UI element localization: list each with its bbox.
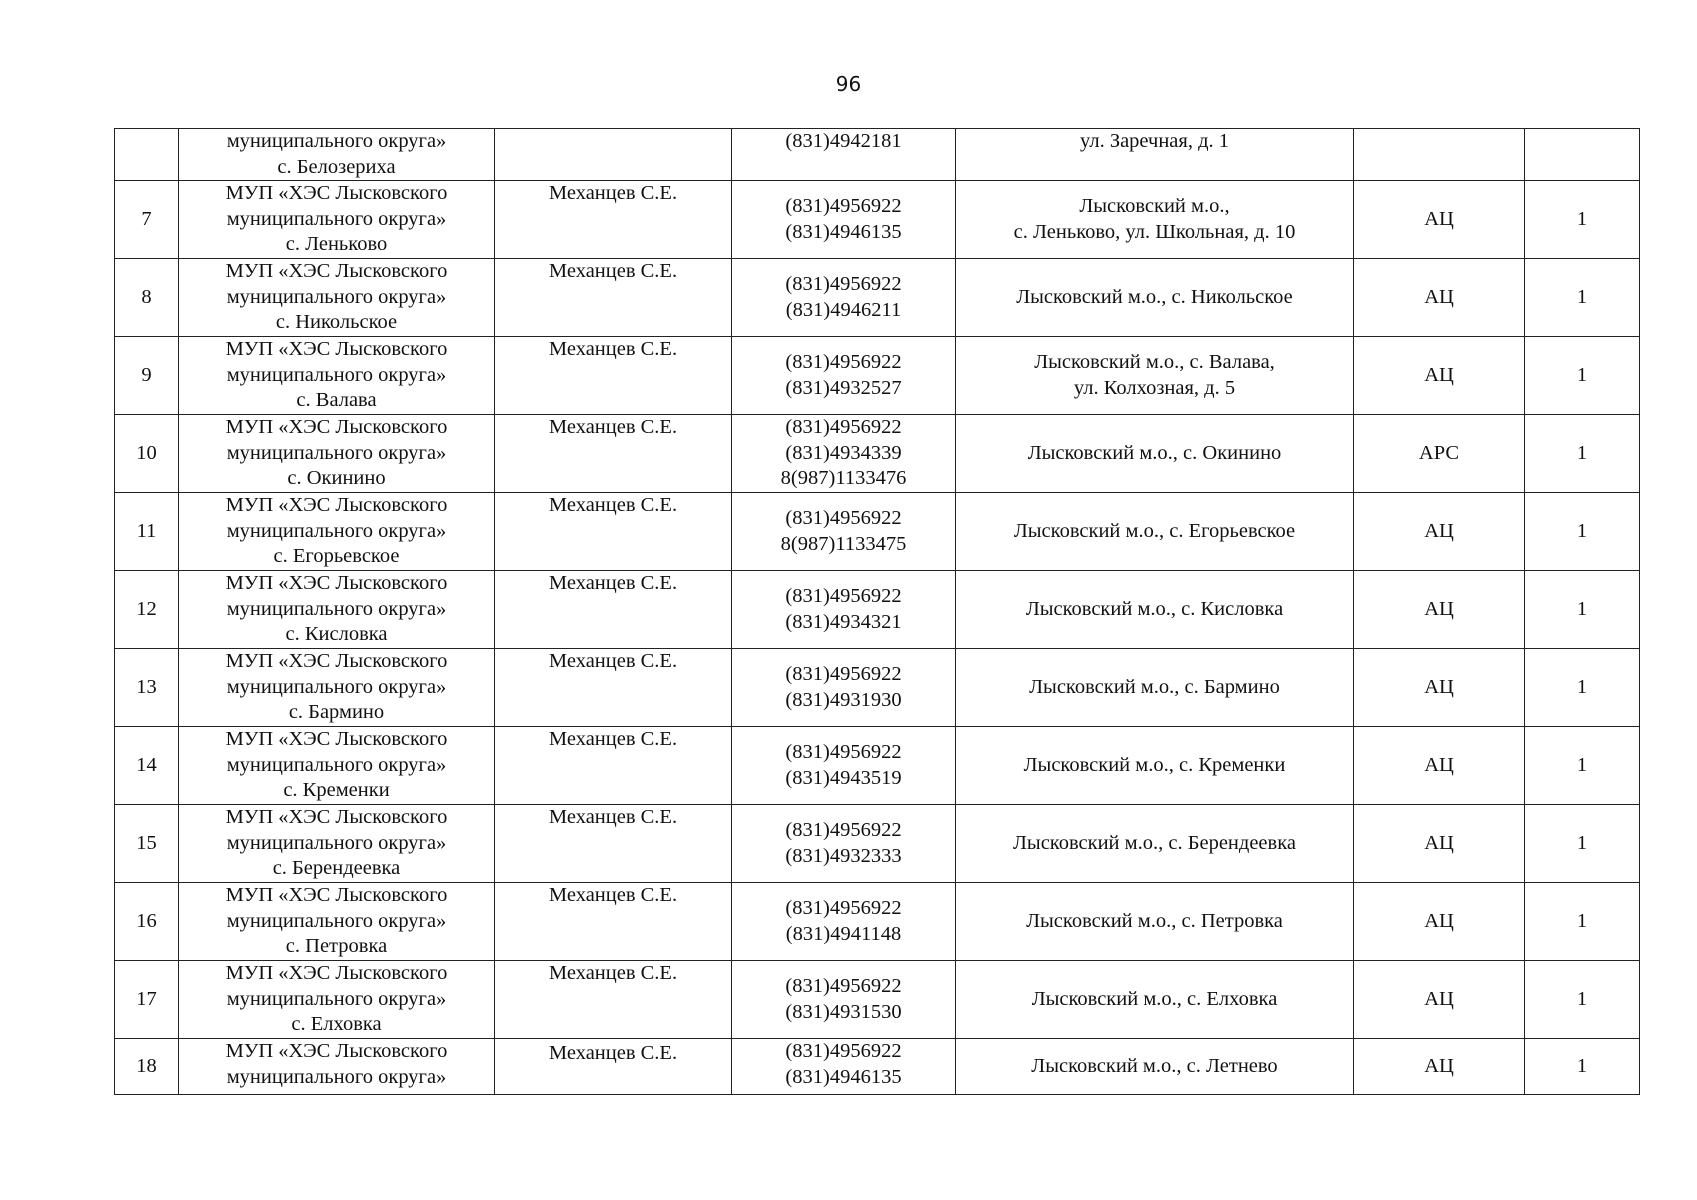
phone-cell-line: (831)4934321	[785, 610, 902, 633]
row-number-cell	[115, 129, 179, 181]
phone-cell-line: (831)4931530	[785, 1000, 902, 1023]
organization-cell-line: с. Бармино	[288, 701, 385, 723]
organization-cell	[179, 883, 495, 961]
address-cell-line: Лысковский м.о.,	[1079, 195, 1230, 217]
table-row	[115, 415, 1640, 493]
table-row	[115, 181, 1640, 259]
vehicle-type-cell: АЦ	[1354, 649, 1525, 727]
organization-cell-line: с. Петровка	[285, 935, 388, 957]
phone-cell	[732, 883, 956, 961]
organization-cell	[179, 961, 495, 1039]
organization-cell-line: муниципального округа»	[226, 285, 447, 308]
vehicle-count-cell: 1	[1525, 415, 1640, 493]
row-number-cell: 9	[115, 337, 179, 415]
address-cell	[956, 259, 1354, 337]
organization-cell-line: муниципального округа»	[226, 363, 447, 386]
phone-cell-line: (831)4931930	[785, 688, 902, 711]
organization-cell-line: муниципального округа»	[226, 130, 447, 152]
vehicle-count-cell: 1	[1525, 571, 1640, 649]
address-cell-line: ул. Заречная, д. 1	[1079, 130, 1230, 152]
vehicle-type-cell: АЦ	[1354, 571, 1525, 649]
organization-cell	[179, 415, 495, 493]
table-row	[115, 805, 1640, 883]
organization-cell-line: муниципального округа»	[226, 909, 447, 932]
vehicle-type-cell: АЦ	[1354, 181, 1525, 259]
phone-cell-line: (831)4956922	[785, 819, 902, 841]
organization-cell-line: МУП «ХЭС Лысковского	[225, 260, 448, 282]
vehicle-type-cell: АЦ	[1354, 961, 1525, 1039]
organization-cell	[179, 181, 495, 259]
organization-cell	[179, 129, 495, 181]
phone-cell-line: (831)4946135	[785, 1065, 902, 1088]
organization-cell	[179, 649, 495, 727]
head-name-cell	[495, 129, 732, 181]
phone-cell-line: 8(987)1133475	[780, 532, 907, 555]
phone-cell-line: (831)4956922	[785, 416, 902, 439]
phone-cell-line: (831)4956922	[785, 975, 902, 997]
vehicle-count-cell: 1	[1525, 727, 1640, 805]
table-row	[115, 259, 1640, 337]
organization-cell-line: МУП «ХЭС Лысковского	[225, 338, 448, 360]
organization-cell-line: МУП «ХЭС Лысковского	[225, 962, 448, 984]
head-name-cell: Механцев С.Е.	[495, 961, 732, 1039]
address-cell	[956, 1039, 1354, 1095]
table-row	[115, 883, 1640, 961]
head-name-cell: Механцев С.Е.	[495, 415, 732, 493]
table-row	[115, 727, 1640, 805]
organization-cell	[179, 1039, 495, 1095]
organization-cell-line: с. Белозериха	[277, 155, 396, 178]
table-row	[115, 649, 1640, 727]
address-cell	[956, 493, 1354, 571]
address-cell	[956, 571, 1354, 649]
vehicle-count-cell: 1	[1525, 805, 1640, 883]
head-name-cell: Механцев С.Е.	[495, 649, 732, 727]
phone-cell	[732, 415, 956, 493]
phone-cell-line: (831)4946211	[785, 298, 902, 321]
vehicle-type-cell: АЦ	[1354, 493, 1525, 571]
vehicle-count-cell	[1525, 129, 1640, 181]
address-cell	[956, 181, 1354, 259]
organization-cell-line: муниципального округа»	[226, 597, 447, 620]
phone-cell-line: (831)4934339	[785, 441, 902, 464]
organization-cell-line: муниципального округа»	[226, 207, 447, 230]
organization-cell-line: муниципального округа»	[226, 987, 447, 1010]
phone-cell-line: (831)4942181	[785, 130, 902, 152]
phone-cell-line: (831)4956922	[785, 507, 902, 529]
organization-cell-line: муниципального округа»	[226, 441, 447, 464]
phone-cell	[732, 129, 956, 181]
phone-cell-line: (831)4956922	[785, 897, 902, 919]
address-cell-line: Лысковский м.о., с. Валава,	[1034, 351, 1275, 373]
phone-cell-line: 8(987)1133476	[780, 467, 907, 490]
row-number-cell: 7	[115, 181, 179, 259]
table-row	[115, 1039, 1640, 1095]
phone-cell-line: (831)4932333	[785, 844, 902, 867]
phone-cell	[732, 727, 956, 805]
phone-cell-line: (831)4956922	[785, 663, 902, 685]
address-cell-line: Лысковский м.о., с. Елховка	[1031, 987, 1278, 1010]
address-cell-line: Лысковский м.о., с. Кременки	[1023, 753, 1286, 776]
row-number-cell: 17	[115, 961, 179, 1039]
vehicle-count-cell: 1	[1525, 337, 1640, 415]
organization-cell-line: муниципального округа»	[226, 519, 447, 542]
organization-cell-line: МУП «ХЭС Лысковского	[225, 494, 448, 516]
organization-cell-line: с. Окинино	[287, 467, 386, 489]
organization-cell	[179, 805, 495, 883]
vehicle-count-cell: 1	[1525, 883, 1640, 961]
vehicle-type-cell: АРС	[1354, 415, 1525, 493]
organization-cell-line: с. Никольское	[275, 311, 398, 333]
row-number-cell: 14	[115, 727, 179, 805]
row-number-cell: 12	[115, 571, 179, 649]
phone-cell	[732, 1039, 956, 1095]
phone-cell	[732, 181, 956, 259]
vehicle-count-cell: 1	[1525, 259, 1640, 337]
address-cell-line: Лысковский м.о., с. Кисловка	[1025, 597, 1284, 620]
phone-cell-line: (831)4943519	[785, 766, 902, 789]
row-number-cell: 10	[115, 415, 179, 493]
organization-cell-line: МУП «ХЭС Лысковского	[225, 650, 448, 672]
vehicle-type-cell: АЦ	[1354, 883, 1525, 961]
head-name-cell: Механцев С.Е.	[495, 337, 732, 415]
address-cell	[956, 649, 1354, 727]
organization-cell-line: муниципального округа»	[226, 753, 447, 776]
phone-cell-line: (831)4956922	[785, 585, 902, 607]
organization-cell-line: с. Берендеевка	[272, 857, 401, 879]
vehicle-type-cell	[1354, 129, 1525, 181]
organization-cell-line: с. Леньково	[285, 233, 388, 255]
phone-cell	[732, 337, 956, 415]
phone-cell-line: (831)4956922	[785, 273, 902, 295]
row-number-cell: 13	[115, 649, 179, 727]
phone-cell	[732, 259, 956, 337]
phone-cell	[732, 649, 956, 727]
vehicle-type-cell: АЦ	[1354, 1039, 1525, 1095]
address-cell	[956, 337, 1354, 415]
table-row	[115, 961, 1640, 1039]
head-name-cell: Механцев С.Е.	[495, 727, 732, 805]
organization-cell-line: МУП «ХЭС Лысковского	[225, 728, 448, 750]
organization-cell-line: с. Елховка	[291, 1013, 382, 1035]
address-cell-line: Лысковский м.о., с. Егорьевское	[1013, 519, 1296, 542]
address-cell	[956, 961, 1354, 1039]
organization-cell	[179, 727, 495, 805]
address-cell	[956, 805, 1354, 883]
table-row	[115, 571, 1640, 649]
address-cell	[956, 883, 1354, 961]
table-row	[115, 493, 1640, 571]
organization-cell-line: с. Кременки	[283, 779, 390, 801]
organization-cell-line: МУП «ХЭС Лысковского	[225, 1040, 448, 1062]
row-number-cell: 16	[115, 883, 179, 961]
head-name-cell: Механцев С.Е.	[495, 1039, 732, 1095]
head-name-cell: Механцев С.Е.	[495, 571, 732, 649]
phone-cell	[732, 961, 956, 1039]
address-cell-line: Лысковский м.о., с. Петровка	[1026, 909, 1283, 932]
address-cell-line: Лысковский м.о., с. Бармино	[1029, 675, 1280, 698]
head-name-cell: Механцев С.Е.	[495, 493, 732, 571]
table-row	[115, 129, 1640, 181]
organization-cell-line: МУП «ХЭС Лысковского	[225, 416, 448, 438]
vehicle-count-cell: 1	[1525, 493, 1640, 571]
organization-cell	[179, 337, 495, 415]
address-cell-line: Лысковский м.о., с. Летнево	[1031, 1054, 1278, 1077]
organization-cell-line: с. Валава	[296, 389, 377, 411]
head-name-cell: Механцев С.Е.	[495, 259, 732, 337]
vehicle-count-cell: 1	[1525, 181, 1640, 259]
address-cell	[956, 727, 1354, 805]
organization-cell-line: с. Егорьевское	[273, 545, 400, 567]
organization-cell-line: МУП «ХЭС Лысковского	[225, 182, 448, 204]
organization-cell-line: МУП «ХЭС Лысковского	[225, 572, 448, 594]
table-body	[115, 129, 1640, 1095]
row-number-cell: 11	[115, 493, 179, 571]
row-number-cell: 15	[115, 805, 179, 883]
address-cell	[956, 415, 1354, 493]
organization-cell	[179, 493, 495, 571]
phone-cell-line: (831)4956922	[785, 351, 902, 373]
address-cell	[956, 129, 1354, 181]
head-name-cell: Механцев С.Е.	[495, 181, 732, 259]
phone-cell-line: (831)4946135	[785, 220, 902, 243]
vehicle-count-cell: 1	[1525, 1039, 1640, 1095]
row-number-cell: 8	[115, 259, 179, 337]
phone-cell-line: (831)4941148	[785, 922, 902, 945]
organization-cell	[179, 571, 495, 649]
organization-cell-line: муниципального округа»	[226, 675, 447, 698]
vehicle-type-cell: АЦ	[1354, 727, 1525, 805]
phone-cell-line: (831)4932527	[785, 376, 902, 399]
address-cell-line: с. Леньково, ул. Школьная, д. 10	[1013, 220, 1296, 243]
organization-cell-line: МУП «ХЭС Лысковского	[225, 884, 448, 906]
vehicle-type-cell: АЦ	[1354, 337, 1525, 415]
vehicle-table	[114, 128, 1640, 1095]
phone-cell-line: (831)4956922	[785, 1040, 902, 1062]
organization-cell	[179, 259, 495, 337]
head-name-cell: Механцев С.Е.	[495, 805, 732, 883]
vehicle-count-cell: 1	[1525, 961, 1640, 1039]
table-row	[115, 337, 1640, 415]
page-number: 96	[835, 72, 862, 96]
organization-cell-line: муниципального округа»	[226, 1065, 447, 1088]
phone-cell	[732, 493, 956, 571]
head-name-cell: Механцев С.Е.	[495, 883, 732, 961]
vehicle-type-cell: АЦ	[1354, 259, 1525, 337]
address-cell-line: ул. Колхозная, д. 5	[1073, 376, 1236, 399]
address-cell-line: Лысковский м.о., с. Окинино	[1027, 441, 1282, 464]
vehicle-count-cell: 1	[1525, 649, 1640, 727]
row-number-cell: 18	[115, 1039, 179, 1095]
vehicle-type-cell: АЦ	[1354, 805, 1525, 883]
address-cell-line: Лысковский м.о., с. Никольское	[1016, 285, 1293, 308]
organization-cell-line: муниципального округа»	[226, 831, 447, 854]
address-cell-line: Лысковский м.о., с. Берендеевка	[1013, 831, 1296, 854]
phone-cell-line: (831)4956922	[785, 741, 902, 763]
phone-cell-line: (831)4956922	[785, 195, 902, 217]
phone-cell	[732, 571, 956, 649]
organization-cell-line: с. Кисловка	[285, 623, 388, 645]
phone-cell	[732, 805, 956, 883]
organization-cell-line: МУП «ХЭС Лысковского	[225, 806, 448, 828]
